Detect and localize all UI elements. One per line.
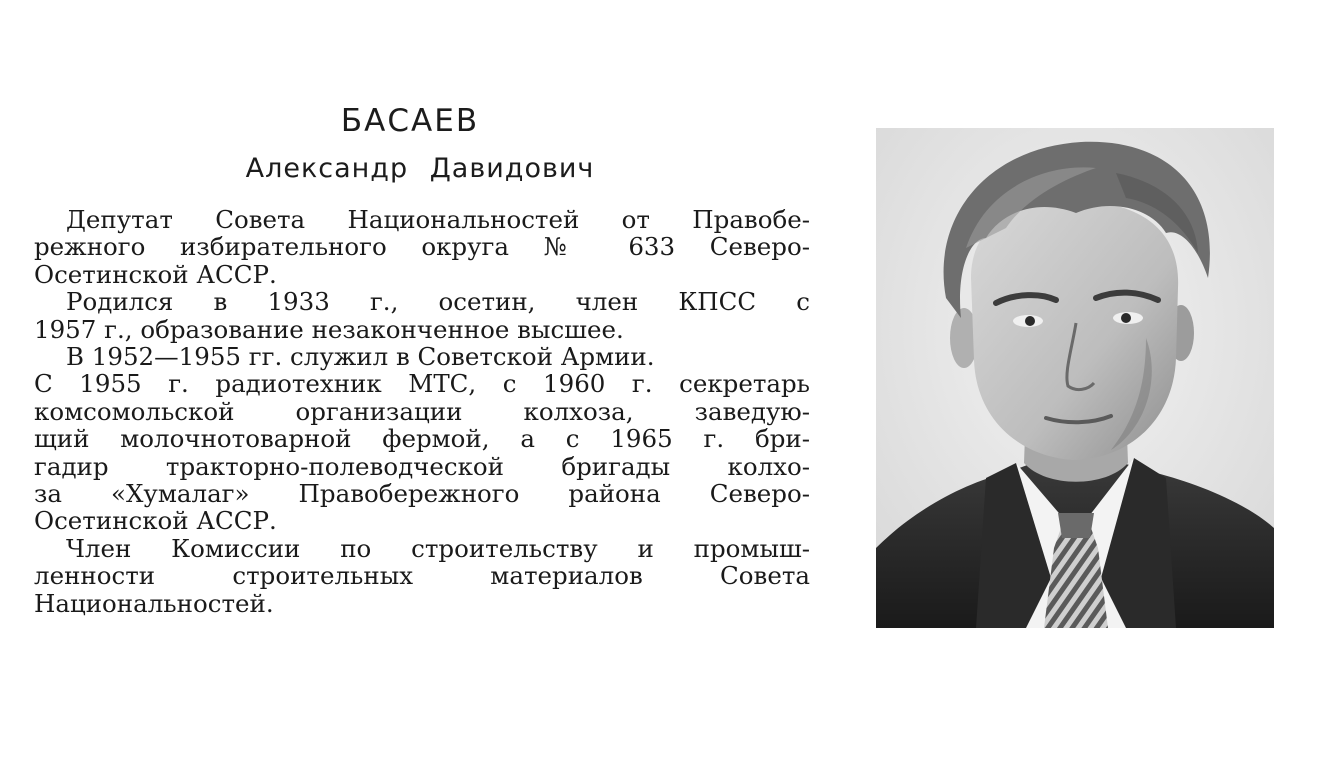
paragraph-career [34,343,810,535]
text-line: комсомольской организации колхоза, заведую- [34,396,810,426]
paragraph-born [34,288,810,343]
portrait-illustration [876,128,1274,628]
text-line: гадир тракторно-полеводческой бригады колхо- [34,451,810,481]
text-line: Член Комиссии по строительству и промыш- [66,533,810,563]
text-line: Осетинской АССР. [34,506,277,536]
paragraph-commission [34,535,810,617]
text-line: Родился в 1933 г., осетин, член КПСС с [66,287,810,317]
text-line: Национальностей. [34,588,274,618]
text-line: ленности строительных материалов Совета [34,561,810,591]
text-line: 1957 г., образование незаконченное высшее. [34,314,624,344]
portrait-photo [876,128,1274,628]
text-line: Осетинской АССР. [34,259,277,289]
text-line: щий молочнотоварной фермой, а с 1965 г. бри- [34,424,810,454]
text-line: С 1955 г. радиотехник МТС, с 1960 г. секретарь [34,369,810,399]
text-line: за «Хумалаг» Правобережного района Северо- [34,479,810,509]
surname-heading: БАСАЕВ [340,103,480,139]
biography-text [34,206,810,617]
text-line: режного избирательного округа № 633 Северо- [34,232,810,262]
given-names-heading: Александр Давидович [245,153,595,184]
text-line: В 1952—1955 гг. служил в Советской Армии. [66,342,655,372]
paragraph-deputy [34,206,810,288]
text-line: Депутат Совета Национальностей от Правобе- [66,205,810,234]
